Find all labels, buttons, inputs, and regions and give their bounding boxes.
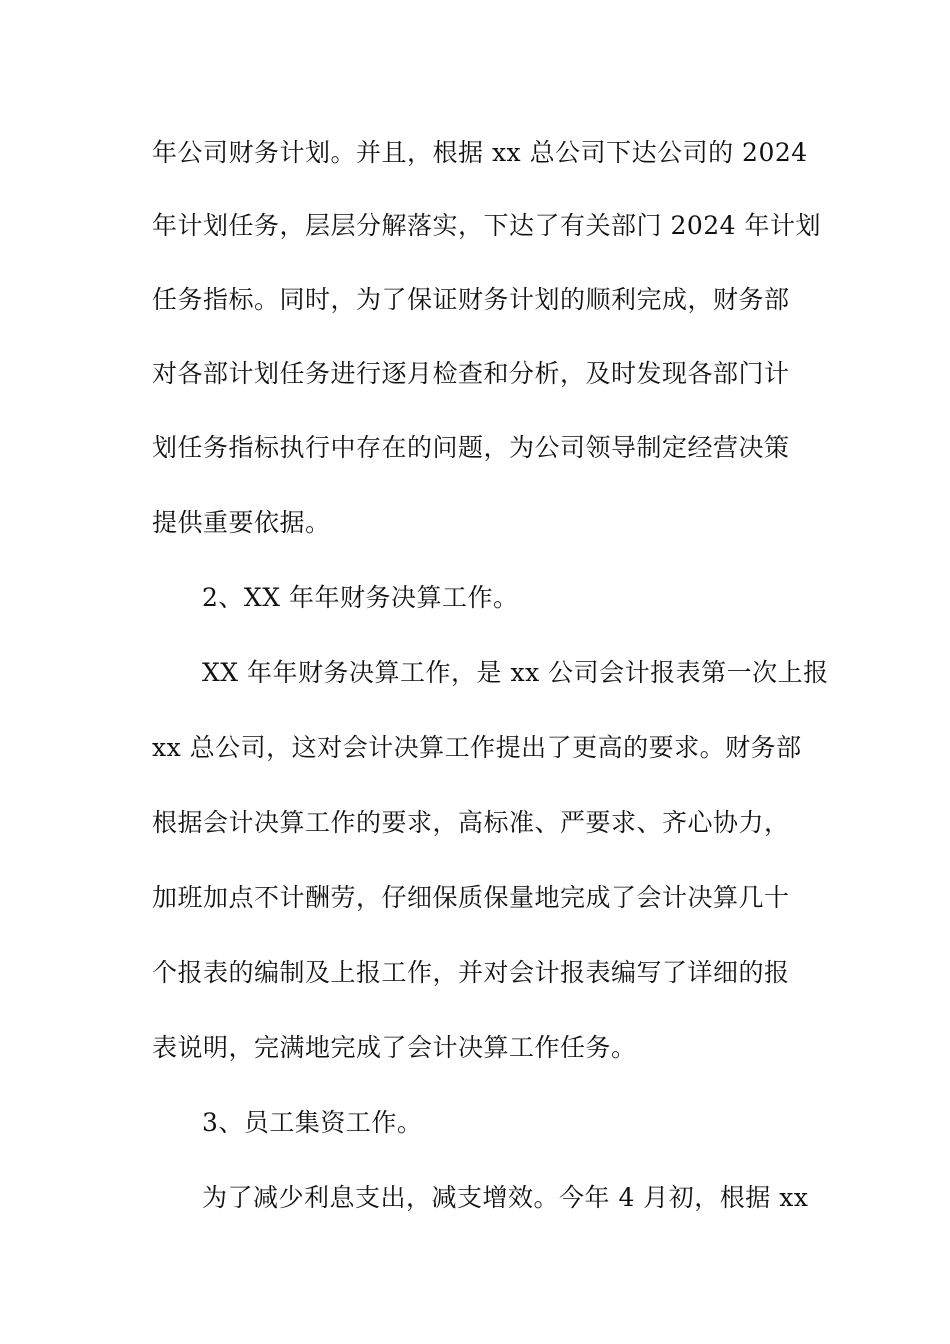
text-line: 为了减少利息支出，减支增效。今年 4 月初，根据 xx bbox=[202, 1183, 809, 1212]
text-line: 加班加点不计酬劳，仔细保质保量地完成了会计决算几十 bbox=[152, 883, 790, 912]
text-line: 划任务指标执行中存在的问题，为公司领导制定经营决策 bbox=[152, 433, 790, 462]
text-line: XX 年年财务决算工作，是 xx 公司会计报表第一次上报 bbox=[202, 658, 829, 687]
text-line: 表说明，完满地完成了会计决算工作任务。 bbox=[152, 1033, 637, 1062]
text-line: 根据会计决算工作的要求，高标准、严要求、齐心协力， bbox=[152, 808, 790, 837]
text-line: 提供重要依据。 bbox=[152, 508, 331, 537]
text-line: 年计划任务，层层分解落实，下达了有关部门 2024 年计划 bbox=[152, 211, 822, 240]
text-line: 年公司财务计划。并且，根据 xx 总公司下达公司的 2024 bbox=[152, 138, 808, 167]
section-heading: 2、XX 年年财务决算工作。 bbox=[202, 583, 519, 612]
text-line: 任务指标。同时，为了保证财务计划的顺利完成，财务部 bbox=[152, 285, 790, 314]
section-heading: 3、员工集资工作。 bbox=[202, 1108, 423, 1137]
text-line: 对各部计划任务进行逐月检查和分析，及时发现各部门计 bbox=[152, 359, 790, 388]
text-line: xx 总公司，这对会计决算工作提出了更高的要求。财务部 bbox=[152, 733, 802, 762]
text-line: 个报表的编制及上报工作，并对会计报表编写了详细的报 bbox=[152, 958, 790, 987]
